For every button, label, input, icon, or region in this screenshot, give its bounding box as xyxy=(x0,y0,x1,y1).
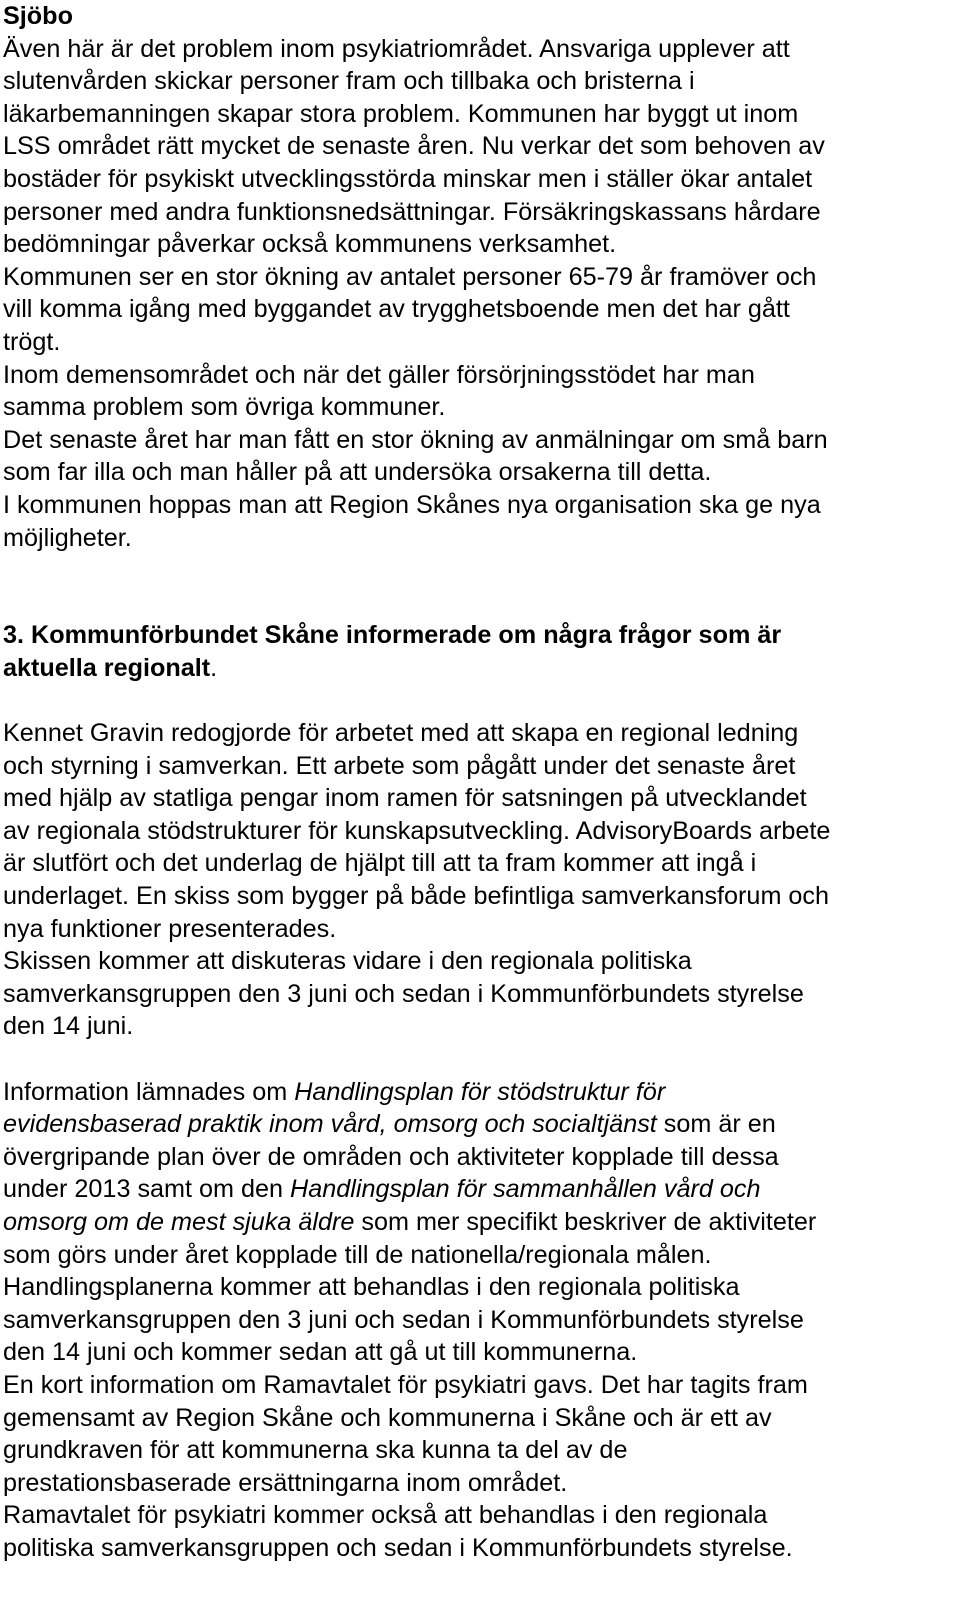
text-line: prestationsbaserade ersättningarna inom området. xyxy=(3,1468,568,1497)
text-line: Även här är det problem inom psykiatriområdet. Ansvariga upplever att xyxy=(3,34,790,63)
section-heading-period: . xyxy=(210,653,218,682)
text-line: En kort information om Ramavtalet för psykiatri gavs. Det har tagits fram xyxy=(3,1370,808,1399)
italic-title: evidensbaserad praktik inom vård, omsorg och socialtjänst xyxy=(3,1110,657,1139)
text-line: den 14 juni. xyxy=(3,1012,134,1041)
text-line xyxy=(3,1173,956,1206)
italic-title: Handlingsplan för stödstruktur för xyxy=(294,1077,666,1106)
text-line: Ramavtalet för psykiatri kommer också att behandlas i den regionala xyxy=(3,1501,768,1530)
text-line: gemensamt av Region Skåne och kommunerna i Skåne och är ett av xyxy=(3,1403,772,1432)
italic-title: Handlingsplan för sammanhållen vård och xyxy=(290,1175,761,1204)
text-line: nya funktioner presenterades. xyxy=(3,914,337,943)
text-line xyxy=(3,1076,956,1109)
text-line: övergripande plan över de områden och aktiviteter kopplade till dessa xyxy=(3,1142,779,1171)
text-line: möjligheter. xyxy=(3,523,132,552)
text-line: läkarbemanningen skapar stora problem. Kommunen har byggt ut inom xyxy=(3,99,799,128)
text-line: I kommunen hoppas man att Region Skånes nya organisation ska ge nya xyxy=(3,490,821,519)
text-line: är slutfört och det underlag de hjälpt till att ta fram kommer att ingå i xyxy=(3,849,757,878)
italic-title: omsorg om de mest sjuka äldre xyxy=(3,1207,355,1236)
text-line: Kennet Gravin redogjorde för arbetet med att skapa en regional ledning xyxy=(3,719,799,748)
text-line: samverkansgruppen den 3 juni och sedan i Kommunförbundets styrelse xyxy=(3,979,804,1008)
text-line: som görs under året kopplade till de nationella/regionala målen. xyxy=(3,1240,712,1269)
text-line: trögt. xyxy=(3,327,61,356)
spacer xyxy=(3,684,956,717)
text-line xyxy=(3,1206,956,1239)
text-line: slutenvården skickar personer fram och tillbaka och bristerna i xyxy=(3,67,695,96)
heading-sjobo: Sjöbo xyxy=(3,2,73,30)
text-line: och styrning i samverkan. Ett arbete som pågått under det senaste året xyxy=(3,751,796,780)
text-line: Handlingsplanerna kommer att behandlas i den regionala politiska xyxy=(3,1273,740,1302)
text-line: Kommunen ser en stor ökning av antalet personer 65-79 år framöver och xyxy=(3,262,817,291)
text-line: bedömningar påverkar också kommunens verksamhet. xyxy=(3,230,617,259)
text-line: bostäder för psykiskt utvecklingsstörda minskar men i ställer ökar antalet xyxy=(3,164,813,193)
text-span: Information lämnades om xyxy=(3,1077,295,1106)
text-line: politiska samverkansgruppen och sedan i Kommunförbundets styrelse. xyxy=(3,1533,793,1562)
text-line: LSS området rätt mycket de senaste åren. Nu verkar det som behoven av xyxy=(3,132,825,161)
spacer xyxy=(3,1043,956,1076)
section-heading-continued xyxy=(3,652,956,685)
text-line: Inom demensområdet och när det gäller försörjningsstödet har man xyxy=(3,360,755,389)
text-span: under 2013 samt om den xyxy=(3,1175,291,1204)
text-line: grundkraven för att kommunerna ska kunna ta del av de xyxy=(3,1436,628,1465)
text-span: som är en xyxy=(656,1110,776,1139)
text-line: Det senaste året har man fått en stor ökning av anmälningar om små barn xyxy=(3,425,828,454)
text-line: underlaget. En skiss som bygger på både befintliga samverkansforum och xyxy=(3,882,830,911)
text-span: som mer specifikt beskriver de aktiviteter xyxy=(354,1207,817,1236)
section-heading: 3. Kommunförbundet Skåne informerade om några frågor som är xyxy=(3,621,782,650)
text-line: den 14 juni och kommer sedan att gå ut till kommunerna. xyxy=(3,1338,638,1367)
text-line: som far illa och man håller på att undersöka orsakerna till detta. xyxy=(3,458,712,487)
text-line: samverkansgruppen den 3 juni och sedan i Kommunförbundets styrelse xyxy=(3,1305,804,1334)
text-line: vill komma igång med byggandet av trygghetsboende men det har gått xyxy=(3,295,790,324)
text-line: Skissen kommer att diskuteras vidare i den regionala politiska xyxy=(3,947,692,976)
text-line: med hjälp av statliga pengar inom ramen för satsningen på utvecklandet xyxy=(3,784,807,813)
text-line: personer med andra funktionsnedsättningar. Försäkringskassans hårdare xyxy=(3,197,821,226)
spacer xyxy=(3,554,956,619)
section-heading-bold: aktuella regionalt xyxy=(3,653,211,682)
text-line xyxy=(3,1108,956,1141)
text-line: samma problem som övriga kommuner. xyxy=(3,393,446,422)
text-line: av regionala stödstrukturer för kunskapsutveckling. AdvisoryBoards arbete xyxy=(3,816,831,845)
